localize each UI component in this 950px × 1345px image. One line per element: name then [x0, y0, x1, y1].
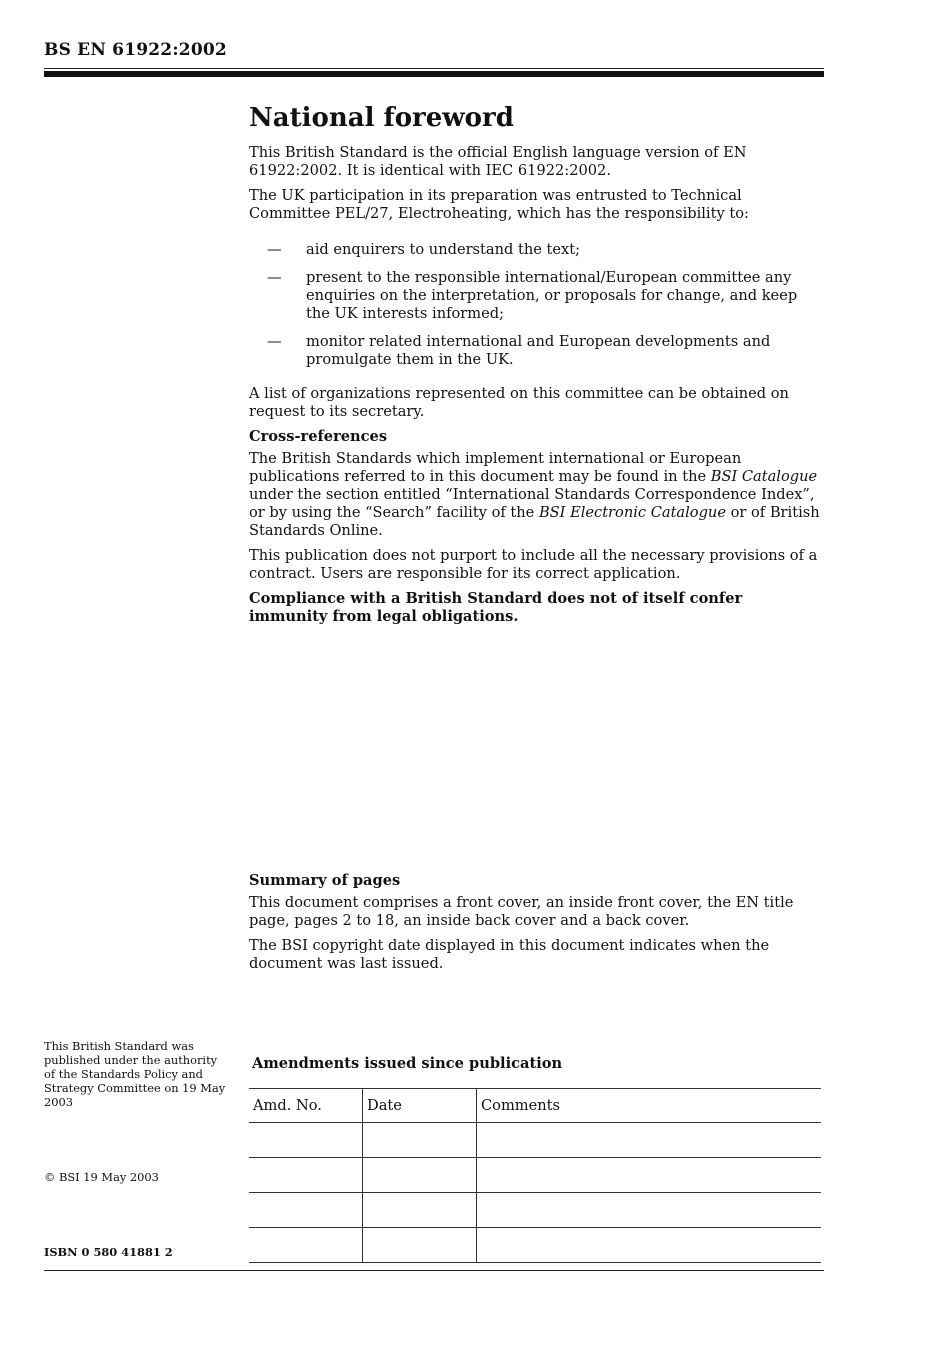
table-cell [363, 1123, 477, 1158]
organizations-paragraph: A list of organizations represented on this committee can be obtained on request to its secretary. [249, 385, 789, 420]
crossref-text-3: or of British Standards Online. [249, 504, 820, 539]
summary-paragraph: This document comprises a front cover, an inside front cover, the EN title page, pages 2 to 18, an inside back cover and a back cover. [249, 894, 794, 929]
list-item [249, 269, 824, 323]
column-header-amd-no: Amd. No. [249, 1089, 363, 1123]
list-item [249, 333, 824, 369]
table-cell [477, 1123, 822, 1158]
list-item-text: aid enquirers to understand the text; [306, 241, 581, 258]
footer-rule [44, 1270, 824, 1271]
header-rule-thin [44, 68, 824, 69]
table-cell [363, 1193, 477, 1228]
copyright-date-paragraph: The BSI copyright date displayed in this document indicates when the document was last issued. [249, 937, 770, 972]
list-item-text: monitor related international and European developments and promulgate them in the UK. [306, 333, 771, 368]
isbn: ISBN 0 580 41881 2 [44, 1245, 173, 1259]
amendments-table [249, 1088, 821, 1263]
compliance-statement: Compliance with a British Standard does not of itself confer immunity from legal obligations. [249, 590, 743, 625]
dash-marker: — [267, 333, 282, 350]
cross-references-paragraph [249, 450, 824, 540]
summary-of-pages [249, 872, 824, 980]
table-row [249, 1123, 821, 1158]
table-cell [249, 1123, 363, 1158]
table-cell [249, 1228, 363, 1263]
table-cell [363, 1228, 477, 1263]
table-cell [249, 1158, 363, 1193]
table-row [249, 1193, 821, 1228]
intro-paragraph: This British Standard is the official English language version of EN 61922:2002. It is identical with IEC 61922:2002. [249, 144, 747, 179]
table-cell [363, 1158, 477, 1193]
responsibility-list [249, 241, 824, 369]
table-cell [477, 1228, 822, 1263]
dash-marker: — [267, 241, 282, 258]
amendments-title: Amendments issued since publication [252, 1055, 563, 1072]
cross-references-heading: Cross-references [249, 428, 388, 445]
bsi-catalogue-title: BSI Catalogue [710, 468, 818, 485]
table-row [249, 1228, 821, 1263]
column-header-date: Date [363, 1089, 477, 1123]
table-cell [477, 1193, 822, 1228]
summary-heading: Summary of pages [249, 872, 401, 889]
page-title: National foreword [249, 103, 514, 133]
table-cell [249, 1193, 363, 1228]
copyright-notice: © BSI 19 May 2003 [44, 1170, 159, 1184]
list-item [249, 241, 824, 259]
national-foreword [249, 102, 824, 633]
list-item-text: present to the responsible international/European committee any enquiries on the interpretation, or proposals for change, and keep the UK interests informed; [306, 269, 798, 322]
bsi-electronic-catalogue-title: BSI Electronic Catalogue [538, 504, 726, 521]
header-rule-thick [44, 71, 824, 77]
crossref-text-2: under the section entitled “International Standards Correspondence Index”, or by using the “Search” facility of the [249, 486, 815, 521]
publication-note: This British Standard was published under the authority of the Standards Policy and Strategy Committee on 19 May 2003 [44, 1039, 226, 1109]
provisions-paragraph: This publication does not purport to include all the necessary provisions of a contract. Users are responsible for its correct application. [249, 547, 818, 582]
dash-marker: — [267, 269, 282, 286]
column-header-comments: Comments [477, 1089, 822, 1123]
crossref-text-1: The British Standards which implement international or European publications referred to in this document may be found in the [249, 450, 742, 485]
document-code: BS EN 61922:2002 [44, 40, 227, 60]
table-cell [477, 1158, 822, 1193]
committee-paragraph: The UK participation in its preparation was entrusted to Technical Committee PEL/27, Electroheating, which has the responsibility to: [249, 187, 749, 222]
table-header-row [249, 1089, 821, 1123]
table-row [249, 1158, 821, 1193]
